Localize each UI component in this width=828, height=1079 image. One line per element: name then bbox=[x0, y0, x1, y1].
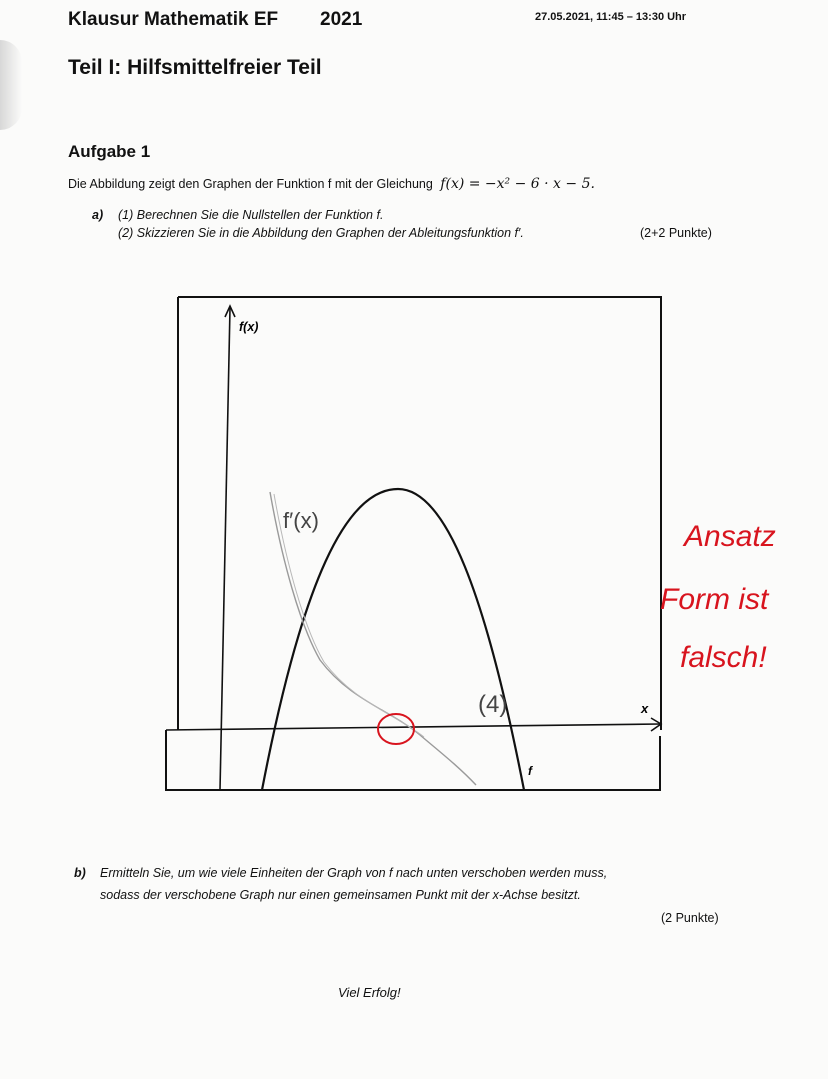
exam-datetime: 27.05.2021, 11:45 – 13:30 Uhr bbox=[535, 11, 687, 23]
curve-label-f: f bbox=[528, 764, 532, 778]
task-heading: Aufgabe 1 bbox=[68, 142, 151, 161]
comment-line-2: Form ist bbox=[660, 583, 769, 616]
y-axis bbox=[220, 308, 230, 790]
x-axis-label: x bbox=[641, 701, 649, 716]
subtask-b-line2: sodass der verschobene Graph nur einen gemeinsamen Punkt mit der x-Achse besitzt. bbox=[100, 888, 581, 902]
subtask-a-label: a) bbox=[92, 208, 104, 222]
subtask-b-line1: Ermitteln Sie, um wie viele Einheiten der Graph von f nach unten verschoben werden muss, bbox=[100, 866, 608, 880]
subtask-a2: (2) Skizzieren Sie in die Abbildung den Graphen der Ableitungsfunktion f′. bbox=[118, 226, 524, 240]
pencil-label-point: (4) bbox=[478, 691, 508, 718]
comment-line-3: falsch! bbox=[680, 641, 767, 674]
exam-year: 2021 bbox=[320, 9, 363, 30]
exam-title: Klausur Mathematik EF bbox=[68, 9, 279, 30]
task-equation: f(x) = −x² − 6 · x − 5. bbox=[440, 176, 595, 192]
y-axis-label: f(x) bbox=[239, 320, 259, 334]
pencil-label-derivative: f′(x) bbox=[283, 508, 319, 533]
subtask-a-points: (2+2 Punkte) bbox=[640, 226, 712, 240]
closing-text: Viel Erfolg! bbox=[338, 985, 401, 1000]
frame-bottom bbox=[166, 730, 660, 790]
part-title: Teil I: Hilfsmittelfreier Teil bbox=[68, 56, 322, 79]
task-intro-text: Die Abbildung zeigt den Graphen der Funktion f mit der Gleichung bbox=[68, 177, 433, 191]
subtask-b-points: (2 Punkte) bbox=[661, 911, 719, 925]
subtask-b-label: b) bbox=[74, 866, 86, 880]
subtask-a1: (1) Berechnen Sie die Nullstellen der Funktion f. bbox=[118, 208, 384, 222]
frame-top-right bbox=[178, 297, 661, 730]
comment-line-1: Ansatz bbox=[684, 520, 776, 553]
graph-frame bbox=[166, 297, 661, 790]
parabola-f bbox=[262, 489, 524, 790]
pencil-derivative-sketch bbox=[270, 492, 476, 785]
